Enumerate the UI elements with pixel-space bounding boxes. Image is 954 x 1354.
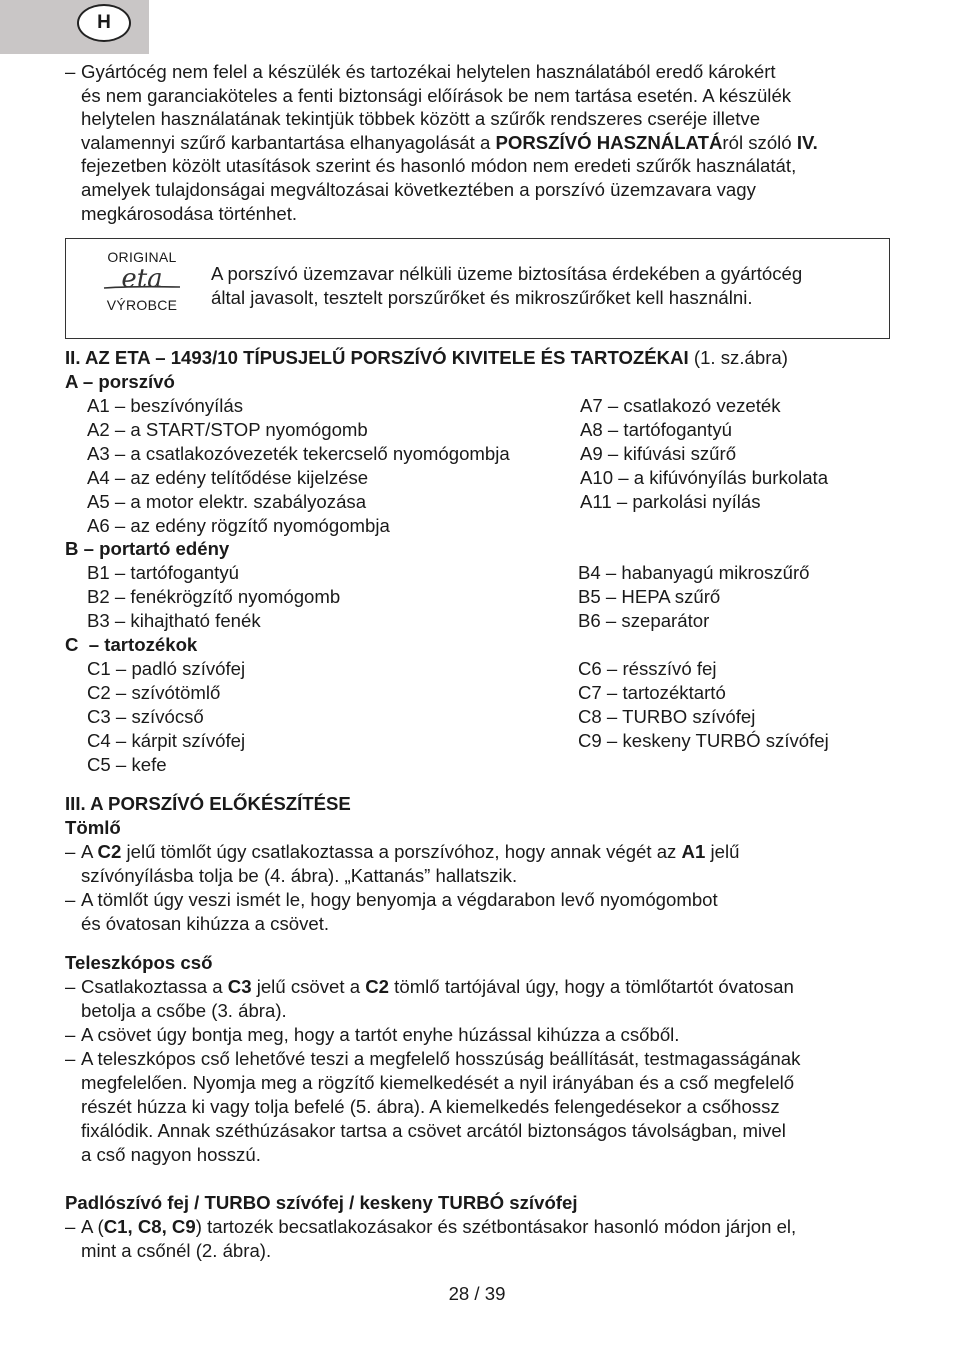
hose-instructions xyxy=(65,840,895,936)
list-item: C1 – padló szívófej xyxy=(87,658,246,679)
hose-bullet-1: – A C2 jelű tömlőt úgy csatlakoztassa a porszívóhoz, hogy annak végét az A1 jelű szívónyílásba tolja be (4. ábra). „Kattanás” hallatszik. xyxy=(65,840,895,888)
list-item: A1 – beszívónyílás xyxy=(87,395,244,416)
list-item: C5 – kefe xyxy=(87,754,167,775)
logo-original-text: ORIGINAL xyxy=(107,249,177,265)
list-item: C4 – kárpit szívófej xyxy=(87,730,246,751)
list-item: A5 – a motor elektr. szabályozása xyxy=(87,491,367,512)
group-c-heading: C – tartozékok xyxy=(65,634,198,655)
list-item: C8 – TURBO szívófej xyxy=(578,706,756,727)
list-item: A2 – a START/STOP nyomógomb xyxy=(87,419,368,440)
list-item: C9 – keskeny TURBÓ szívófej xyxy=(578,730,829,751)
svg-text:eta: eta xyxy=(121,266,163,294)
list-item: B5 – HEPA szűrő xyxy=(578,586,721,607)
intro-line: megkárosodása történhet. xyxy=(81,202,298,224)
intro-paragraph xyxy=(65,60,895,225)
original-parts-notice xyxy=(65,238,890,339)
section-2-title: II. AZ ETA – 1493/10 TÍPUSJELŰ PORSZÍVÓ KIVITELE ÉS TARTOZÉKAI (1. sz.ábra) xyxy=(65,347,788,368)
section-3-title: III. A PORSZÍVÓ ELŐKÉSZÍTÉSE xyxy=(65,793,351,814)
hose-heading: Tömlő xyxy=(65,817,121,838)
intro-line: amelyek tulajdonságai megváltozásai következtében a porszívó üzemzavara vagy xyxy=(81,178,756,200)
list-item: B3 – kihajtható fenék xyxy=(87,610,261,631)
eta-original-logo xyxy=(102,250,182,312)
list-item: A11 – parkolási nyílás xyxy=(580,491,761,512)
hose-bullet-2: – A tömlőt úgy veszi ismét le, hogy benyomja a végdarabon levő nyomógombot és óvatosan kihúzza a csövet. xyxy=(65,888,895,936)
list-item: A7 – csatlakozó vezeték xyxy=(580,395,781,416)
tube-bullet-1: – Csatlakoztassa a C3 jelű csövet a C2 tömlő tartójával úgy, hogy a tömlőtartót óvatosan betolja a csőbe (3. ábra). xyxy=(65,975,895,1023)
group-c-left-list xyxy=(87,657,567,777)
list-item: A9 – kifúvási szűrő xyxy=(580,443,737,464)
group-b-left-list xyxy=(87,561,567,633)
list-item: B4 – habanyagú mikroszűrő xyxy=(578,562,810,583)
list-item: B2 – fenékrögzítő nyomógomb xyxy=(87,586,341,607)
group-c-right-list xyxy=(578,657,938,753)
group-b-right-list xyxy=(578,561,938,633)
language-badge: H xyxy=(77,4,131,42)
tube-bullet-2: – A csövet úgy bontja meg, hogy a tartót enyhe húzással kihúzza a csőből. xyxy=(65,1023,895,1047)
tube-heading: Teleszkópos cső xyxy=(65,952,213,973)
notice-line: által javasolt, tesztelt porszűrőket és mikroszűrőket kell használni. xyxy=(211,286,753,308)
list-item: A8 – tartófogantyú xyxy=(580,419,732,440)
list-item: A4 – az edény telítődése kijelzése xyxy=(87,467,369,488)
tube-instructions xyxy=(65,975,895,1167)
eta-logo-mark xyxy=(102,266,182,296)
group-a-right-list xyxy=(580,394,940,514)
intro-bullet xyxy=(65,60,895,225)
tube-bullet-3: – A teleszkópos cső lehetővé teszi a megfelelő hosszúság beállítását, testmagasságának megfelelően. Nyomja meg a rögzítő kiemelkedését a nyil irányában és a cső megfelelő részét húzza ki vagy tolja befelé (5. ábra). A kiemelkedés felengedésekor a csőhossz fixálódik. Annak széthúzásakor tartsa a csövet arcától biztonságos távolságban, mivel a cső nagyon hosszú. xyxy=(65,1047,895,1167)
list-item: C3 – szívócső xyxy=(87,706,204,727)
heads-heading: Padlószívó fej / TURBO szívófej / keskeny TURBÓ szívófej xyxy=(65,1192,578,1213)
heads-bullet-1: – A (C1, C8, C9) tartozék becsatlakozásakor és szétbontásakor hasonló módon járjon el, mint a csőnél (2. ábra). xyxy=(65,1215,895,1263)
logo-vyrobce-text: VÝROBCE xyxy=(106,297,178,313)
list-item: C6 – résszívó fej xyxy=(578,658,717,679)
list-item: A10 – a kifúvónyílás burkolata xyxy=(580,467,829,488)
language-tab xyxy=(0,0,149,54)
intro-line: és nem garanciaköteles a fenti biztonsági előírások be nem tartása esetén. A készülék xyxy=(81,84,792,106)
list-item: C2 – szívótömlő xyxy=(87,682,221,703)
list-item: B1 – tartófogantyú xyxy=(87,562,239,583)
list-item: C7 – tartozéktartó xyxy=(578,682,726,703)
intro-line: – Gyártócég nem felel a készülék és tartozékai helytelen használatából eredő károkért xyxy=(81,61,776,82)
group-a-heading: A – porszívó xyxy=(65,371,175,392)
notice-line: A porszívó üzemzavar nélküli üzeme biztosítása érdekében a gyártócég xyxy=(211,263,803,284)
group-b-heading: B – portartó edény xyxy=(65,538,230,559)
intro-line: fejezetben közölt utasítások szerint és hasonló módon nem eredeti szűrők használatát, xyxy=(81,155,797,177)
group-a-left-list xyxy=(87,394,567,538)
notice-text xyxy=(211,262,881,309)
list-item: A6 – az edény rögzítő nyomógombja xyxy=(87,515,390,536)
list-item: A3 – a csatlakozóvezeték tekercselő nyomógombja xyxy=(87,443,510,464)
page-number: 28 / 39 xyxy=(448,1283,506,1304)
heads-instructions xyxy=(65,1215,895,1263)
list-item: B6 – szeparátor xyxy=(578,610,710,631)
intro-line: helytelen használatának tekintjük többek között a szűrők rendszeres cseréje illetve xyxy=(81,108,761,130)
intro-line: valamennyi szűrő karbantartása elhanyagolását a PORSZÍVÓ HASZNÁLATÁról szóló IV. xyxy=(81,131,818,153)
